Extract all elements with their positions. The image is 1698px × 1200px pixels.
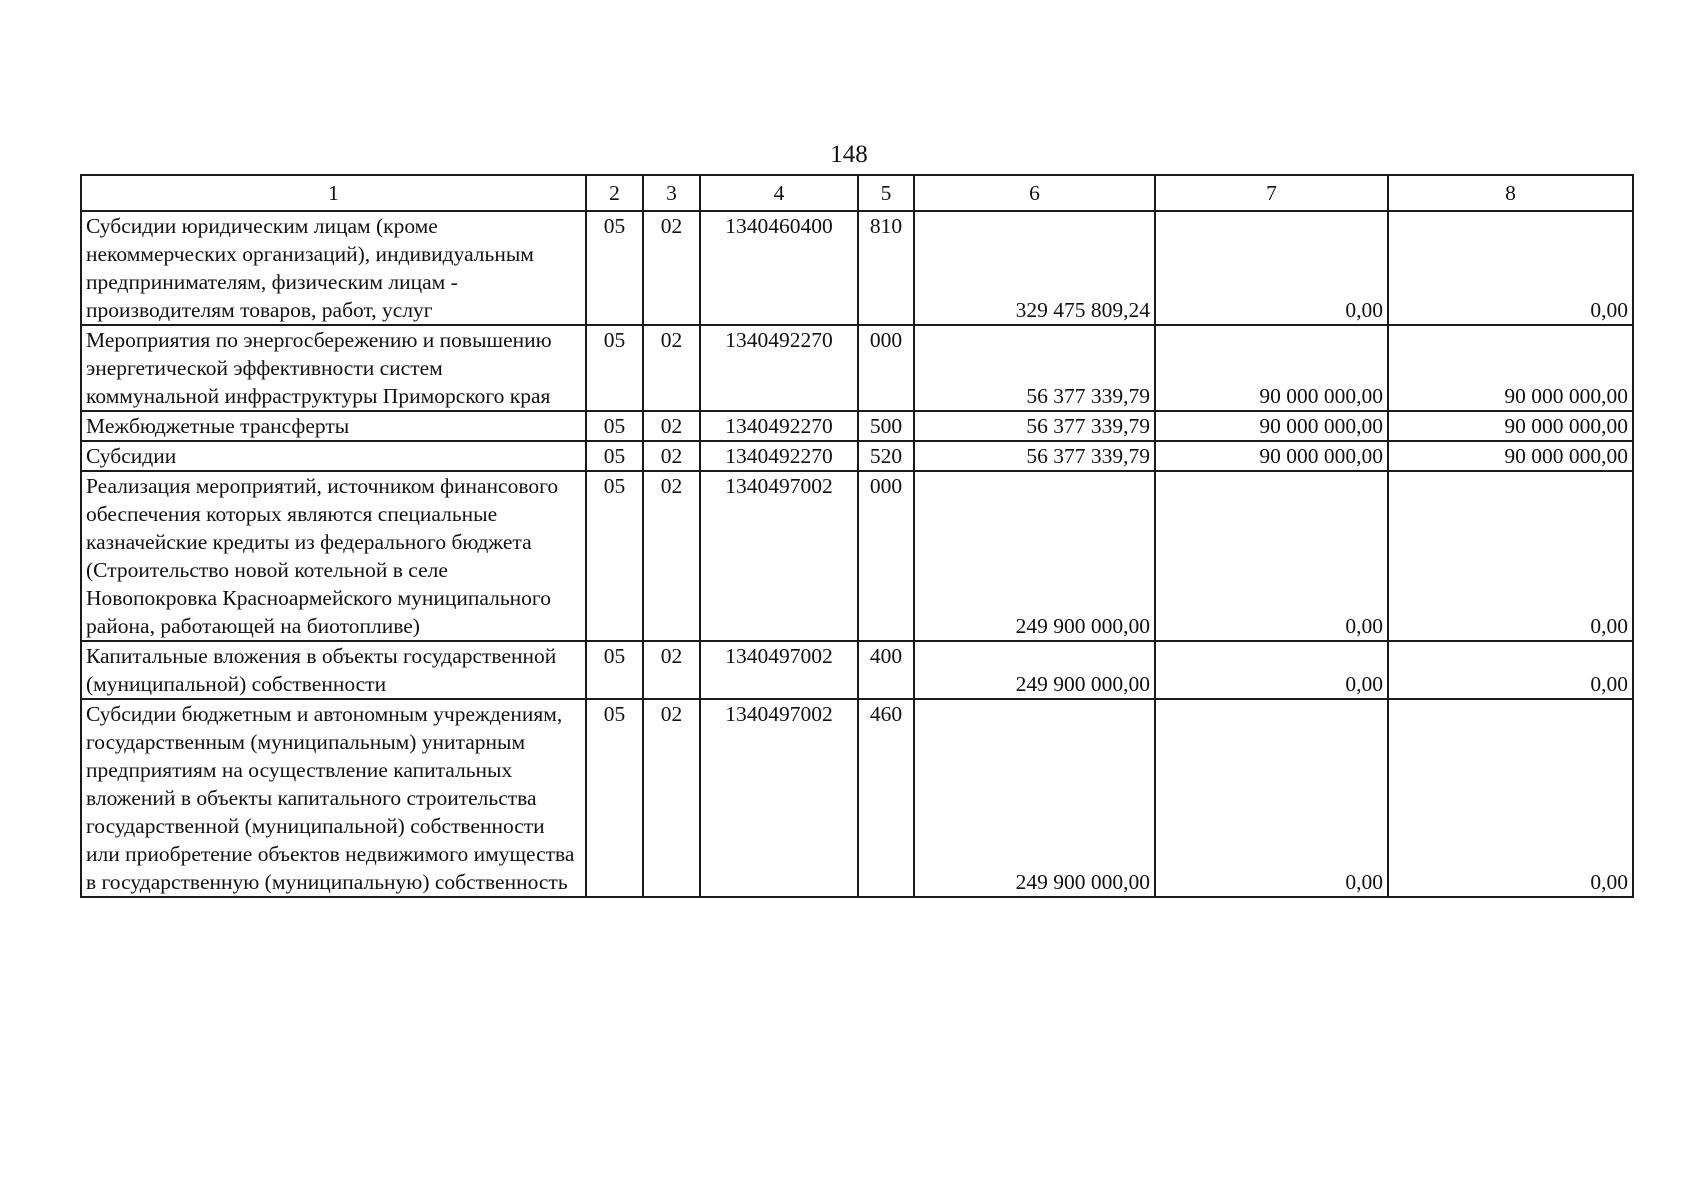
target-article-code: 1340460400 [700, 211, 858, 325]
row-name: Субсидии [81, 441, 586, 471]
table-row [81, 699, 1633, 897]
amount-column-8: 90 000 000,00 [1388, 441, 1633, 471]
expense-type-code: 000 [858, 471, 914, 641]
amount-column-6: 249 900 000,00 [914, 699, 1155, 897]
section-code: 05 [586, 211, 643, 325]
amount-column-8: 0,00 [1388, 471, 1633, 641]
page-number: 148 [830, 141, 868, 168]
expense-type-code: 460 [858, 699, 914, 897]
header-row [81, 175, 1633, 211]
column-header-7: 7 [1155, 175, 1388, 211]
target-article-code: 1340497002 [700, 699, 858, 897]
target-article-code: 1340492270 [700, 441, 858, 471]
subsection-code: 02 [643, 441, 700, 471]
table-row [81, 441, 1633, 471]
amount-column-6: 249 900 000,00 [914, 641, 1155, 699]
subsection-code: 02 [643, 325, 700, 411]
expense-type-code: 500 [858, 411, 914, 441]
amount-column-6: 329 475 809,24 [914, 211, 1155, 325]
amount-column-7: 0,00 [1155, 211, 1388, 325]
budget-table [80, 174, 1634, 898]
section-code: 05 [586, 441, 643, 471]
table-row [81, 411, 1633, 441]
amount-column-6: 56 377 339,79 [914, 411, 1155, 441]
expense-type-code: 810 [858, 211, 914, 325]
row-name: Субсидии бюджетным и автономным учреждениям, государственным (муниципальным) унитарным предприятиям на осуществление капитальных вложений в объекты капитального строительства государственной (муниципальной) собственности или приобретение объектов недвижимого имущества в государственную (муниципальную) собственность [81, 699, 586, 897]
table-row [81, 211, 1633, 325]
row-name: Реализация мероприятий, источником финансового обеспечения которых являются специальные казначейские кредиты из федерального бюджета (Строительство новой котельной в селе Новопокровка Красноармейского муниципального района, работающей на биотопливе) [81, 471, 586, 641]
row-name: Мероприятия по энергосбережению и повышению энергетической эффективности систем коммунальной инфраструктуры Приморского края [81, 325, 586, 411]
amount-column-8: 90 000 000,00 [1388, 411, 1633, 441]
amount-column-7: 90 000 000,00 [1155, 411, 1388, 441]
row-name: Межбюджетные трансферты [81, 411, 586, 441]
column-header-8: 8 [1388, 175, 1633, 211]
expense-type-code: 400 [858, 641, 914, 699]
amount-column-8: 0,00 [1388, 641, 1633, 699]
amount-column-6: 56 377 339,79 [914, 441, 1155, 471]
column-header-2: 2 [586, 175, 643, 211]
section-code: 05 [586, 325, 643, 411]
expense-type-code: 000 [858, 325, 914, 411]
section-code: 05 [586, 699, 643, 897]
subsection-code: 02 [643, 699, 700, 897]
subsection-code: 02 [643, 641, 700, 699]
amount-column-8: 90 000 000,00 [1388, 325, 1633, 411]
column-header-1: 1 [81, 175, 586, 211]
column-header-6: 6 [914, 175, 1155, 211]
target-article-code: 1340497002 [700, 641, 858, 699]
subsection-code: 02 [643, 411, 700, 441]
table-row [81, 641, 1633, 699]
amount-column-8: 0,00 [1388, 211, 1633, 325]
amount-column-7: 90 000 000,00 [1155, 325, 1388, 411]
amount-column-7: 90 000 000,00 [1155, 441, 1388, 471]
amount-column-7: 0,00 [1155, 471, 1388, 641]
row-name: Субсидии юридическим лицам (кроме некоммерческих организаций), индивидуальным предпринимателям, физическим лицам - производителям товаров, работ, услуг [81, 211, 586, 325]
table-row [81, 471, 1633, 641]
amount-column-6: 56 377 339,79 [914, 325, 1155, 411]
section-code: 05 [586, 411, 643, 441]
row-name: Капитальные вложения в объекты государственной (муниципальной) собственности [81, 641, 586, 699]
expense-type-code: 520 [858, 441, 914, 471]
amount-column-7: 0,00 [1155, 641, 1388, 699]
column-header-3: 3 [643, 175, 700, 211]
subsection-code: 02 [643, 211, 700, 325]
amount-column-6: 249 900 000,00 [914, 471, 1155, 641]
column-header-5: 5 [858, 175, 914, 211]
column-header-4: 4 [700, 175, 858, 211]
subsection-code: 02 [643, 471, 700, 641]
section-code: 05 [586, 471, 643, 641]
amount-column-7: 0,00 [1155, 699, 1388, 897]
amount-column-8: 0,00 [1388, 699, 1633, 897]
target-article-code: 1340497002 [700, 471, 858, 641]
section-code: 05 [586, 641, 643, 699]
table-row [81, 325, 1633, 411]
target-article-code: 1340492270 [700, 411, 858, 441]
target-article-code: 1340492270 [700, 325, 858, 411]
